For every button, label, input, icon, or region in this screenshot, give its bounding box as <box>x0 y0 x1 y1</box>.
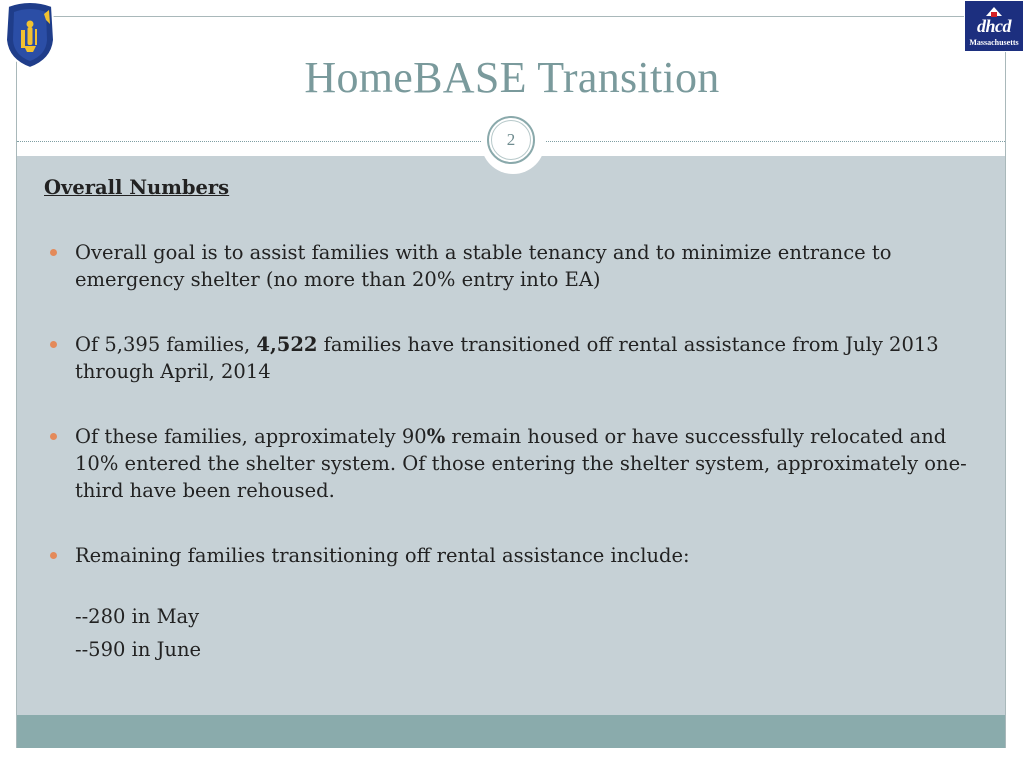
bullet-icon <box>50 341 57 348</box>
bullet-text-post: remain housed or have successfully relocated and 10% entered the shelter system. Of those entering the shelter system, approximately one-third have been rehoused. <box>75 425 967 502</box>
dhcd-logo-text: dhcd <box>977 16 1011 36</box>
page-number: 2 <box>491 120 531 160</box>
section-heading: Overall Numbers <box>44 176 230 199</box>
massachusetts-seal-icon <box>0 0 60 70</box>
sub-item: --280 in May <box>75 605 200 628</box>
bullet-list <box>44 239 984 569</box>
bullet-icon <box>50 249 57 256</box>
bullet-icon <box>50 552 57 559</box>
footer-bar <box>17 715 1005 748</box>
page-number-ring <box>487 116 535 164</box>
bullet-icon <box>50 433 57 440</box>
bullet-text-bold: % <box>426 425 446 448</box>
bullet-text: Overall goal is to assist families with a stable tenancy and to minimize entrance to emergency shelter (no more than 20% entry into EA) <box>75 241 892 291</box>
bullet-item <box>44 331 984 385</box>
bullet-item <box>44 542 984 569</box>
sub-item-list <box>44 603 984 663</box>
bullet-text-post: families have transitioned off rental assistance from July 2013 through April, 2014 <box>75 333 939 383</box>
slide-body <box>44 174 984 669</box>
bullet-text: Remaining families transitioning off rental assistance include: <box>75 544 690 567</box>
bullet-item <box>44 423 984 504</box>
slide-title: HomeBASE Transition <box>304 53 720 102</box>
dhcd-logo-subtext: Massachusetts <box>969 38 1019 47</box>
page-number-badge <box>481 110 545 174</box>
bullet-text-pre: Of these families, approximately 90 <box>75 425 427 448</box>
bullet-text-pre: Of 5,395 families, <box>75 333 257 356</box>
dhcd-logo <box>964 0 1024 52</box>
bullet-item <box>44 239 984 293</box>
bullet-text-bold: 4,522 <box>256 333 318 356</box>
sub-item: --590 in June <box>75 638 202 661</box>
